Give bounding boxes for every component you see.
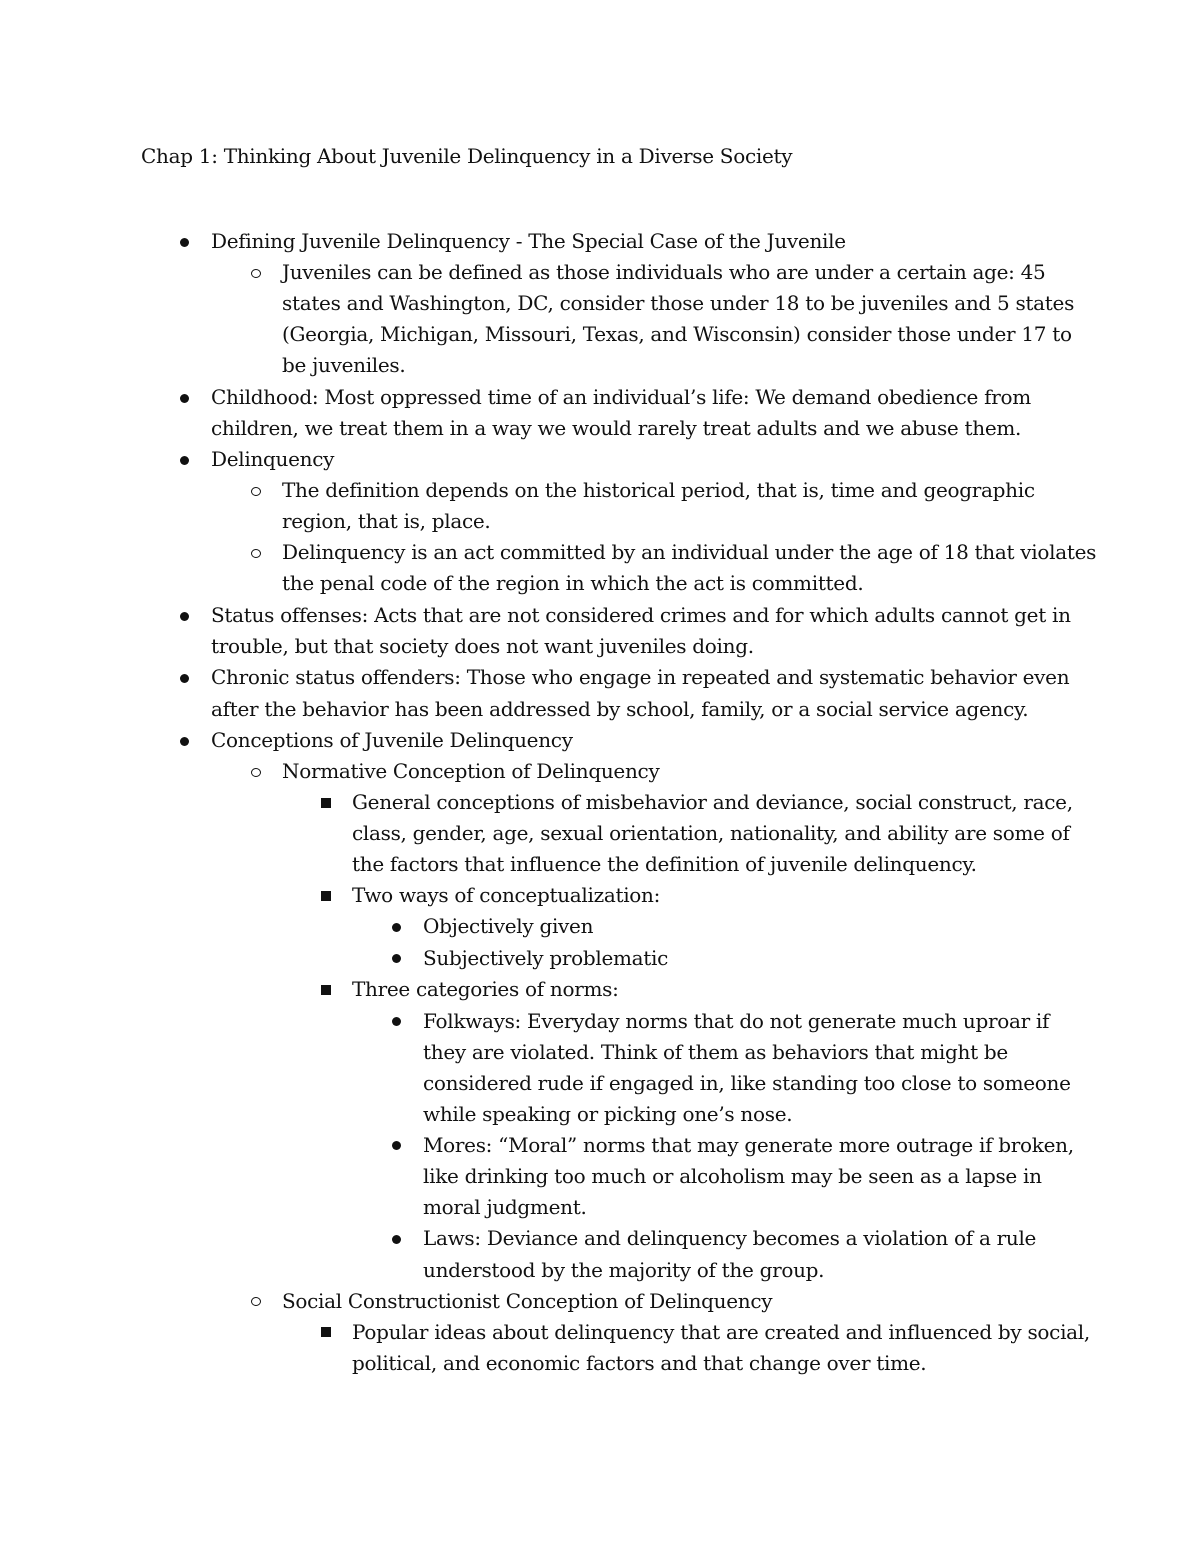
list-item-continuation: while speaking or picking one’s nose.	[423, 1102, 793, 1126]
bullet-circle-icon	[251, 768, 261, 777]
list-item: Defining Juvenile Delinquency - The Special Case of the Juvenile	[211, 229, 846, 253]
list-item: The definition depends on the historical period, that is, time and geographic	[282, 478, 1035, 502]
bullet-square-icon	[321, 1327, 331, 1337]
list-item: Subjectively problematic	[423, 946, 669, 970]
list-item: Mores: “Moral” norms that may generate more outrage if broken,	[423, 1133, 1074, 1157]
bullet-square-icon	[321, 891, 331, 901]
list-item: Delinquency is an act committed by an individual under the age of 18 that violates	[282, 540, 1097, 564]
list-item-continuation: considered rude if engaged in, like standing too close to someone	[423, 1071, 1071, 1095]
list-item-continuation: political, and economic factors and that change over time.	[352, 1351, 927, 1375]
list-item-continuation: region, that is, place.	[282, 509, 491, 533]
list-item: Conceptions of Juvenile Delinquency	[211, 728, 573, 752]
list-item-continuation: (Georgia, Michigan, Missouri, Texas, and Wisconsin) consider those under 17 to	[282, 322, 1072, 346]
bullet-disc-icon	[392, 923, 401, 932]
list-item: General conceptions of misbehavior and deviance, social construct, race,	[352, 790, 1073, 814]
bullet-circle-icon	[251, 1297, 261, 1306]
bullet-disc-icon	[392, 954, 401, 963]
bullet-disc-icon	[392, 1017, 401, 1026]
bullet-circle-icon	[251, 487, 261, 496]
list-item-continuation: trouble, but that society does not want juveniles doing.	[211, 634, 754, 658]
list-item: Normative Conception of Delinquency	[282, 759, 660, 783]
list-item-continuation: they are violated. Think of them as behaviors that might be	[423, 1040, 1008, 1064]
list-item: Chronic status offenders: Those who engage in repeated and systematic behavior even	[211, 665, 1070, 689]
page-title: Chap 1: Thinking About Juvenile Delinquency in a Diverse Society	[141, 144, 793, 168]
bullet-circle-icon	[251, 549, 261, 558]
bullet-disc-icon	[392, 1141, 401, 1150]
list-item-continuation: like drinking too much or alcoholism may be seen as a lapse in	[423, 1164, 1042, 1188]
list-item: Delinquency	[211, 447, 335, 471]
bullet-disc-icon	[180, 394, 189, 403]
list-item-continuation: the penal code of the region in which the act is committed.	[282, 571, 864, 595]
list-item: Social Constructionist Conception of Delinquency	[282, 1289, 773, 1313]
list-item: Childhood: Most oppressed time of an individual’s life: We demand obedience from	[211, 385, 1031, 409]
list-item-continuation: states and Washington, DC, consider those under 18 to be juveniles and 5 states	[282, 291, 1075, 315]
list-item-continuation: children, we treat them in a way we would rarely treat adults and we abuse them.	[211, 416, 1022, 440]
list-item: Juveniles can be defined as those individuals who are under a certain age: 45	[282, 260, 1046, 284]
list-item: Three categories of norms:	[352, 977, 619, 1001]
list-item: Folkways: Everyday norms that do not generate much uproar if	[423, 1009, 1050, 1033]
list-item: Two ways of conceptualization:	[352, 883, 661, 907]
bullet-disc-icon	[180, 674, 189, 683]
bullet-disc-icon	[180, 737, 189, 746]
list-item: Laws: Deviance and delinquency becomes a violation of a rule	[423, 1226, 1037, 1250]
bullet-disc-icon	[180, 238, 189, 247]
list-item-continuation: the factors that influence the definition of juvenile delinquency.	[352, 852, 977, 876]
bullet-square-icon	[321, 985, 331, 995]
list-item-continuation: moral judgment.	[423, 1195, 587, 1219]
bullet-square-icon	[321, 798, 331, 808]
list-item: Objectively given	[423, 914, 594, 938]
bullet-disc-icon	[180, 612, 189, 621]
list-item-continuation: after the behavior has been addressed by school, family, or a social service agency.	[211, 697, 1029, 721]
bullet-circle-icon	[251, 269, 261, 278]
list-item: Popular ideas about delinquency that are created and influenced by social,	[352, 1320, 1090, 1344]
list-item-continuation: be juveniles.	[282, 353, 406, 377]
list-item: Status offenses: Acts that are not considered crimes and for which adults cannot get in	[211, 603, 1071, 627]
list-item-continuation: understood by the majority of the group.	[423, 1258, 825, 1282]
bullet-disc-icon	[392, 1235, 401, 1244]
list-item-continuation: class, gender, age, sexual orientation, nationality, and ability are some of	[352, 821, 1070, 845]
bullet-disc-icon	[180, 456, 189, 465]
